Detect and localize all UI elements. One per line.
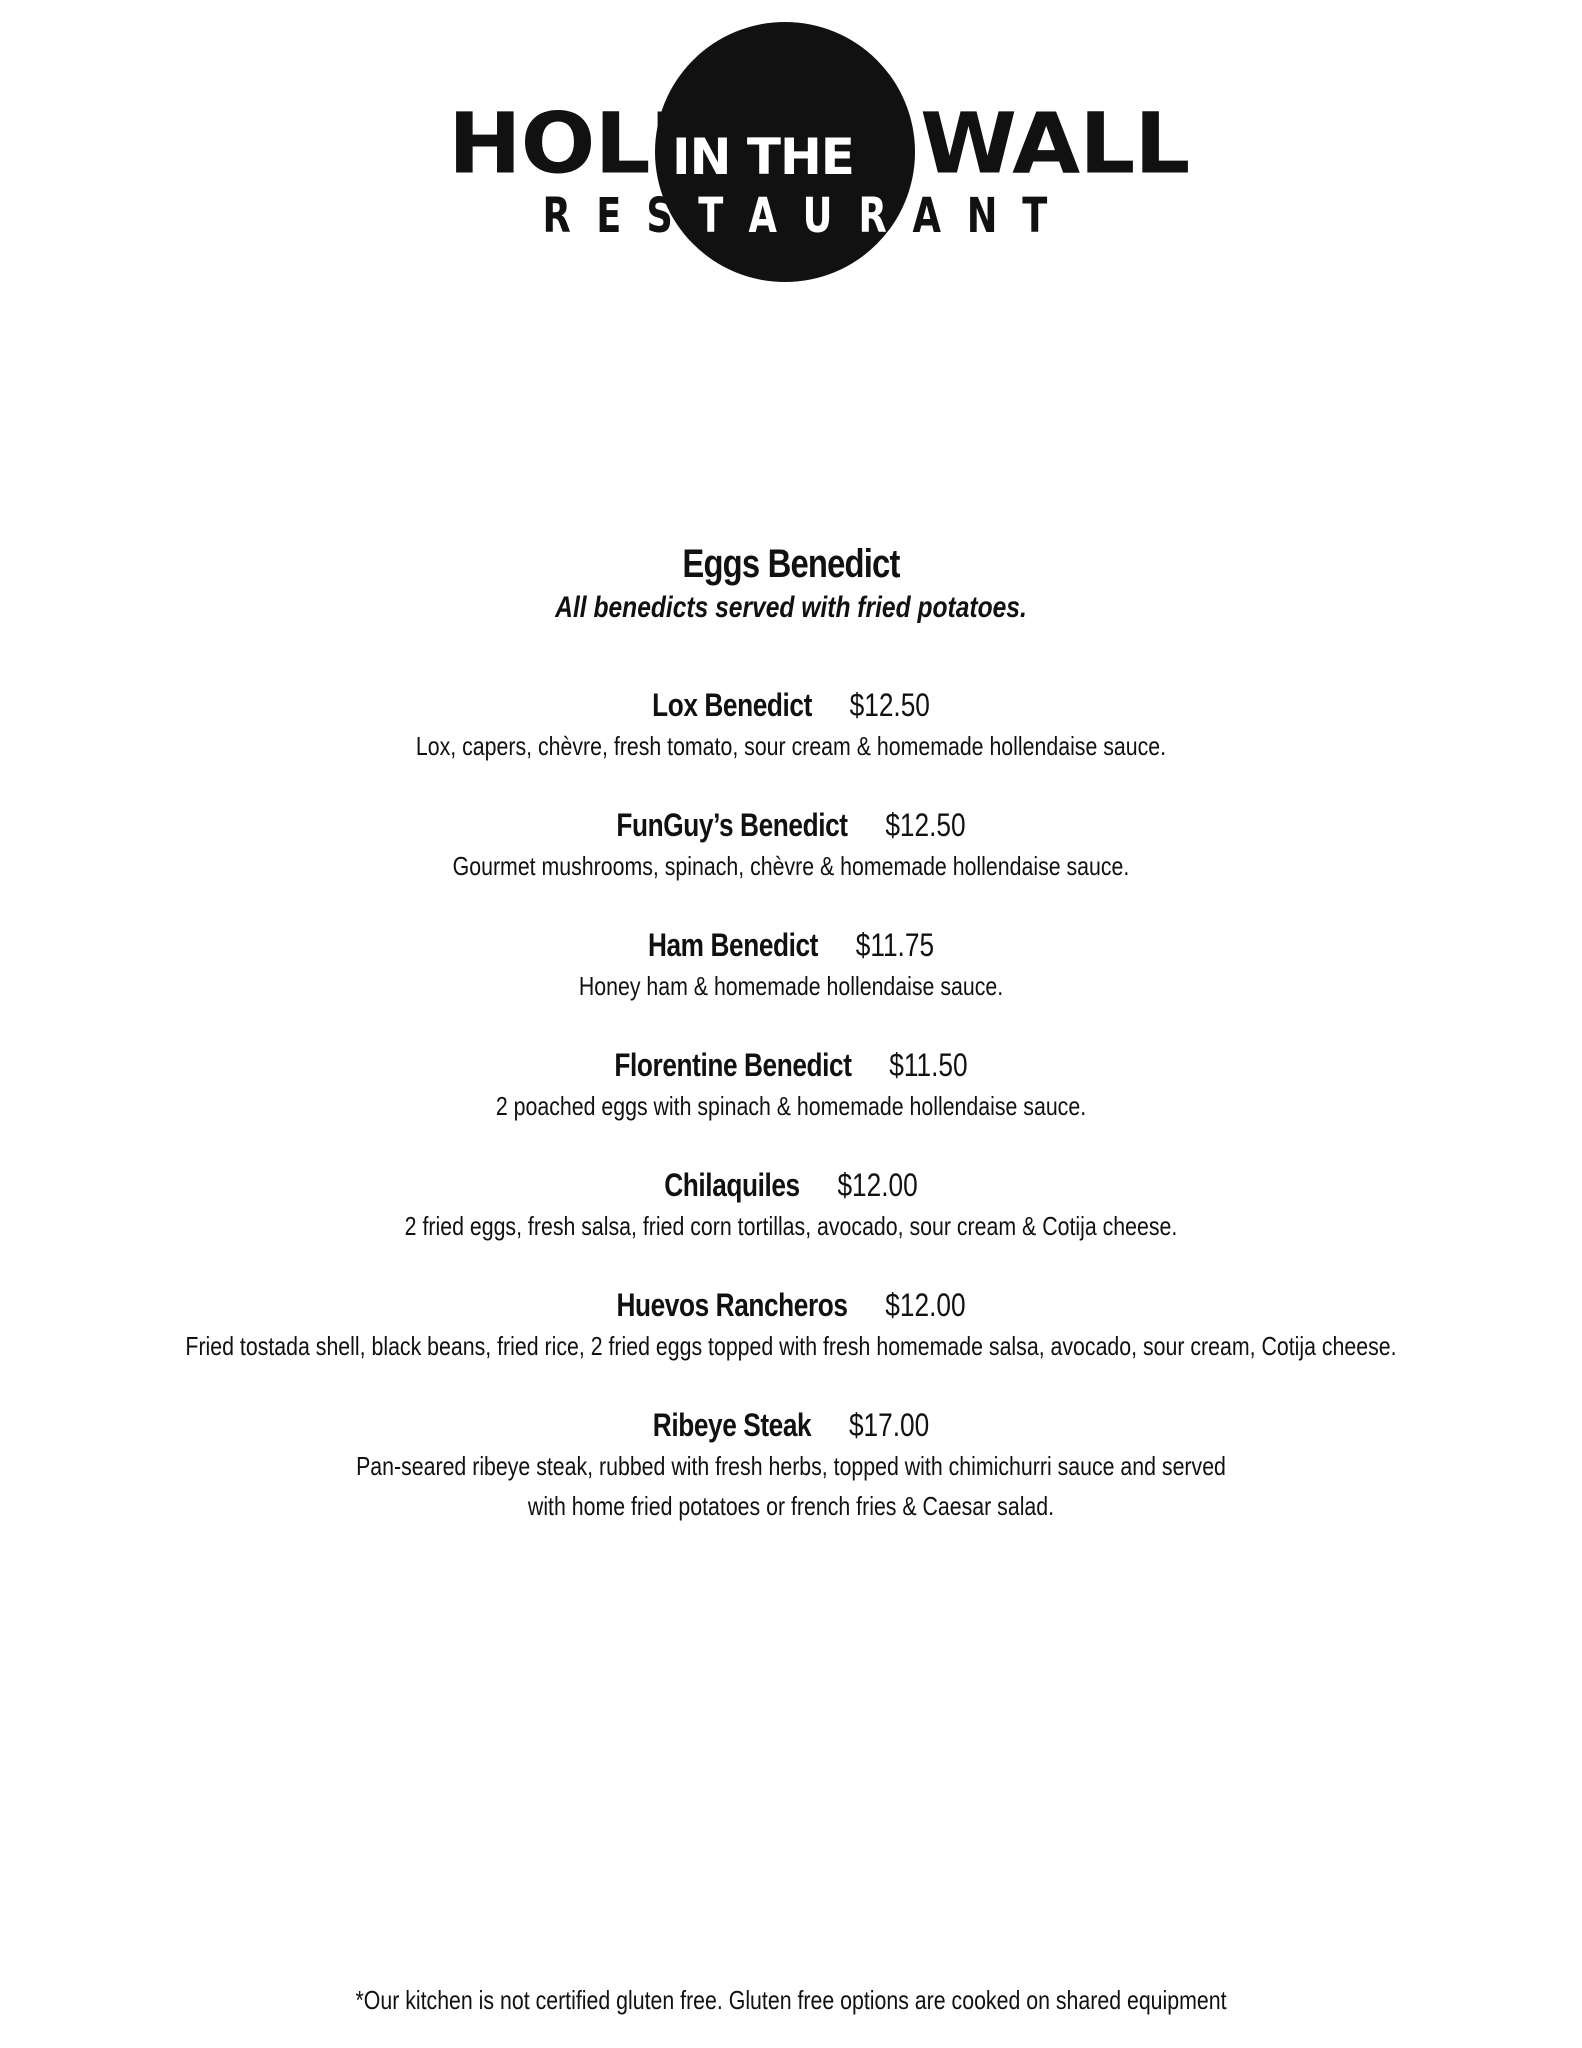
item-name: Chilaquiles — [664, 1167, 800, 1203]
menu-item — [0, 1044, 1582, 1126]
logo-letter: R — [542, 188, 571, 244]
item-name: Ribeye Steak — [652, 1407, 812, 1443]
logo-letter: T — [698, 188, 724, 244]
menu-item — [0, 684, 1582, 766]
item-description: Honey ham & homemade hollendaise sauce. — [578, 971, 1004, 1001]
logo-letter: N — [966, 188, 998, 244]
gluten-footnote: *Our kitchen is not certified gluten free. Gluten free options are cooked on shared equipment — [355, 1985, 1227, 2015]
menu-item — [0, 804, 1582, 886]
item-name: FunGuy’s Benedict — [616, 807, 848, 843]
item-price: $12.50 — [885, 807, 966, 843]
restaurant-logo — [0, 0, 1582, 320]
item-name: Florentine Benedict — [614, 1047, 852, 1083]
logo-letter: R — [858, 188, 887, 244]
item-description: Gourmet mushrooms, spinach, chèvre & homemade hollendaise sauce. — [452, 851, 1130, 881]
logo-word-in-the: IN THE — [672, 128, 854, 186]
logo-letter: T — [1022, 188, 1048, 244]
logo-word-hole: HOLE — [448, 94, 709, 193]
item-description: Pan-seared ribeye steak, rubbed with fresh herbs, topped with chimichurri sauce and served with home fried potatoes or french fries & Caesar salad. — [356, 1451, 1226, 1521]
logo-letter: A — [912, 188, 941, 244]
item-description: Lox, capers, chèvre, fresh tomato, sour cream & homemade hollendaise sauce. — [415, 731, 1167, 761]
item-price: $17.00 — [848, 1407, 930, 1443]
item-name: Ham Benedict — [647, 927, 819, 963]
item-price: $12.50 — [849, 687, 930, 723]
logo-letter: S — [646, 188, 673, 244]
menu-item — [0, 1284, 1582, 1366]
item-price: $11.75 — [855, 927, 935, 963]
item-price: $12.00 — [837, 1167, 918, 1203]
logo-letter: E — [596, 188, 622, 244]
logo-restaurant-wordmark — [540, 188, 1050, 244]
logo-letter: A — [748, 188, 777, 244]
item-description: 2 fried eggs, fresh salsa, fried corn tortillas, avocado, sour cream & Cotija cheese. — [404, 1211, 1178, 1241]
logo-word-wall: WALL — [920, 94, 1190, 193]
menu-item — [0, 1404, 1582, 1526]
section-subtitle: All benedicts served with fried potatoes. — [555, 591, 1027, 624]
section-title: Eggs Benedict — [682, 542, 900, 586]
item-name: Lox Benedict — [652, 687, 812, 723]
item-price: $11.50 — [889, 1047, 968, 1083]
item-price: $12.00 — [885, 1287, 966, 1323]
item-description: 2 poached eggs with spinach & homemade hollendaise sauce. — [495, 1091, 1087, 1121]
menu-item — [0, 924, 1582, 1006]
logo-letter: U — [802, 188, 833, 244]
item-description: Fried tostada shell, black beans, fried rice, 2 fried eggs topped with fresh homemade salsa, avocado, sour cream, Cotija cheese. — [185, 1331, 1397, 1361]
item-name: Huevos Rancheros — [616, 1287, 848, 1323]
menu-section — [0, 540, 1582, 1564]
menu-item — [0, 1164, 1582, 1246]
